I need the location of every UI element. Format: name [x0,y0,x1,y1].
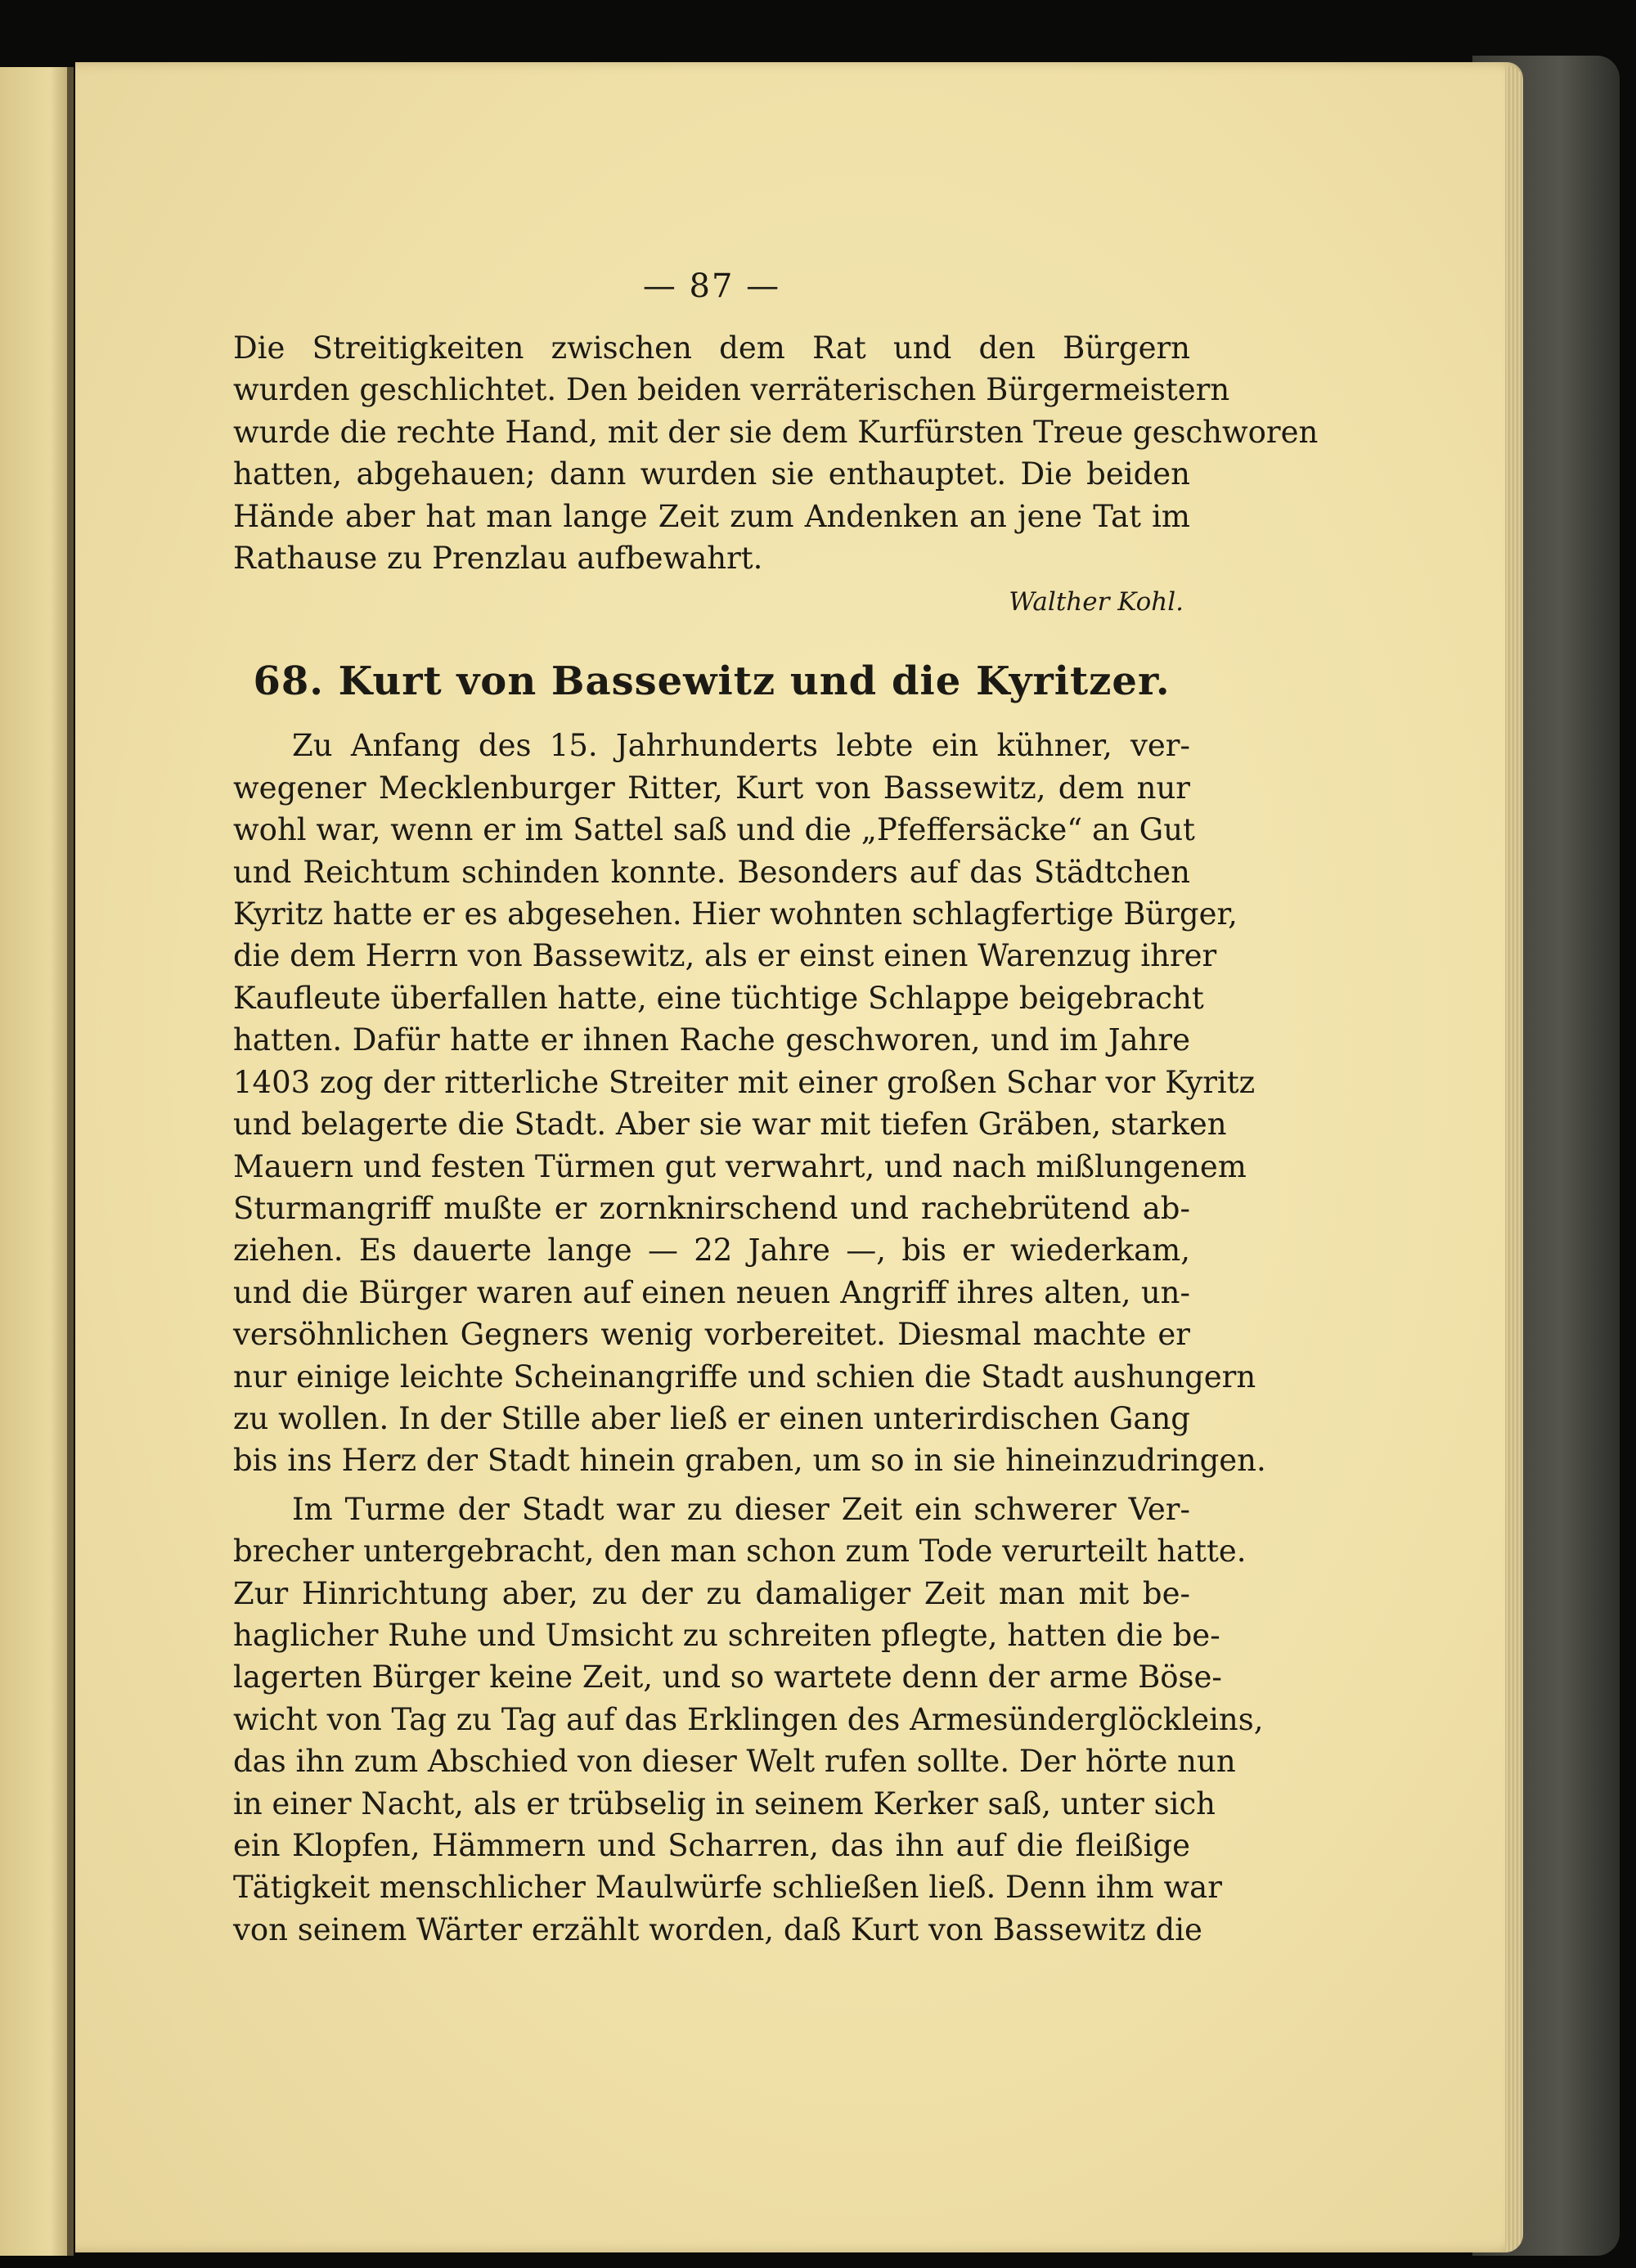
text-line: Die Streitigkeiten zwischen dem Rat und den Bürgern [233,330,1190,366]
text-line: das ihn zum Abschied von dieser Welt rufen sollte. Der hörte nun [233,1744,1236,1780]
text-line: Hände aber hat man lange Zeit zum Andenken an jene Tat im [233,498,1190,534]
paragraph-2 [233,1489,1264,1951]
text-line: und belagerte die Stadt. Aber sie war mit tiefen Gräben, starken [233,1107,1227,1143]
left-page-edge [0,67,72,2256]
text-line: bis ins Herz der Stadt hinein graben, um so in sie hineinzudringen. [233,1443,1266,1479]
text-line: Im Turme der Stadt war zu dieser Zeit ein schwerer Ver- [292,1491,1190,1527]
text-line: wicht von Tag zu Tag auf das Erklingen des Armesünderglöckleins, [233,1701,1264,1737]
text-line: in einer Nacht, als er trübselig in seinem Kerker saß, unter sich [233,1785,1216,1821]
page-content [233,262,1319,1951]
intro-paragraph [233,327,1319,579]
text-line: Rathause zu Prenzlau aufbewahrt. [233,541,763,577]
text-line: wegener Mecklenburger Ritter, Kurt von Bassewitz, dem nur [233,770,1190,806]
text-line: die dem Herrn von Bassewitz, als er einst einen Warenzug ihrer [233,938,1217,974]
text-line: wurde die rechte Hand, mit der sie dem Kurfürsten Treue geschworen [233,414,1319,450]
book-gutter [67,67,74,2256]
text-line: Sturmangriff mußte er zornknirschend und rachebrütend ab- [233,1190,1190,1226]
text-line: und Reichtum schinden konnte. Besonders auf das Städtchen [233,854,1190,890]
text-line: hatten, abgehauen; dann wurden sie enthauptet. Die beiden [233,456,1190,492]
text-line: Zu Anfang des 15. Jahrhunderts lebte ein kühner, ver- [292,728,1190,764]
text-line: haglicher Ruhe und Umsicht zu schreiten pflegte, hatten die be- [233,1617,1220,1653]
text-line: brecher untergebracht, den man schon zum Tode verurteilt hatte. [233,1534,1247,1570]
paragraph-1 [233,725,1266,1481]
text-line: Zur Hinrichtung aber, zu der zu damaliger Zeit man mit be- [233,1575,1190,1611]
text-line: Kaufleute überfallen hatte, eine tüchtige Schlappe beigebracht [233,980,1204,1016]
text-line: Kyritz hatte er es abgesehen. Hier wohnten schlagfertige Bürger, [233,896,1238,932]
text-line: ein Klopfen, Hämmern und Scharren, das ihn auf die fleißige [233,1828,1190,1863]
text-line: Mauern und festen Türmen gut verwahrt, und nach mißlungenem [233,1148,1247,1184]
text-line: versöhnlichen Gegners wenig vorbereitet. Diesmal machte er [233,1317,1190,1353]
paragraph-gap [233,1482,1190,1489]
text-line: wohl war, wenn er im Sattel saß und die „Pfeffersäcke“ an Gut [233,812,1195,848]
text-line: wurden geschlichtet. Den beiden verräterischen Bürgermeistern [233,372,1230,408]
author-signature: Walther Kohl. [1009,587,1184,618]
text-line: Tätigkeit menschlicher Maulwürfe schließen ließ. Denn ihm war [233,1870,1222,1906]
page-number: — 87 — [642,267,781,305]
text-line: 1403 zog der ritterliche Streiter mit einer großen Schar vor Kyritz [233,1064,1256,1100]
text-line: und die Bürger waren auf einen neuen Angriff ihres alten, un- [233,1274,1190,1310]
text-line: von seinem Wärter erzählt worden, daß Kurt von Bassewitz die [233,1911,1202,1947]
section-title: 68. Kurt von Bassewitz und die Kyritzer. [253,658,1171,705]
page-stack-edge [1505,65,1523,2252]
text-line: nur einige leichte Scheinangriffe und schien die Stadt aushungern [233,1359,1256,1394]
text-line: lagerten Bürger keine Zeit, und so wartete denn der arme Böse- [233,1659,1222,1695]
text-line: ziehen. Es dauerte lange — 22 Jahre —, bis er wiederkam, [233,1233,1190,1269]
text-line: zu wollen. In der Stille aber ließ er einen unterirdischen Gang [233,1400,1190,1436]
text-line: hatten. Dafür hatte er ihnen Rache geschworen, und im Jahre [233,1022,1190,1058]
